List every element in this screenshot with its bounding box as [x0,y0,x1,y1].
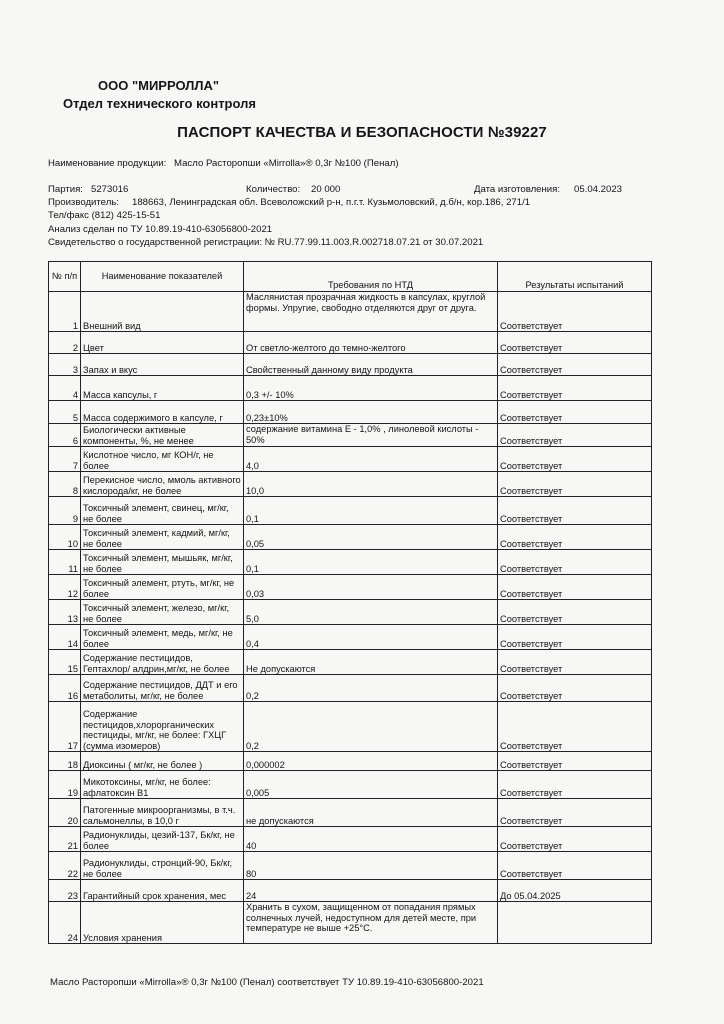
table-row [49,292,652,332]
indicator-name: Кислотное число, мг КОН/г, не более [81,447,244,472]
company-name: ООО "МИРРОЛЛА" [98,78,220,93]
table-row [49,550,652,575]
table-row [49,880,652,902]
specification-table [48,261,652,944]
requirement-value: 0,1 [244,550,498,575]
row-number: 15 [49,650,81,675]
document-title: ПАСПОРТ КАЧЕСТВА И БЕЗОПАСНОСТИ №39227 [177,124,547,141]
department-name: Отдел технического контроля [63,96,256,111]
row-number: 17 [49,702,81,752]
row-number: 3 [49,354,81,376]
table-header-row [49,262,652,292]
requirement-value: От светло-желтого до темно-желтого [244,332,498,354]
row-number: 6 [49,424,81,447]
indicator-name: Перекисное число, ммоль активного кислорода/кг, не более [81,472,244,497]
table-row [49,354,652,376]
requirement-value: 0,4 [244,625,498,650]
requirement-value: 10,0 [244,472,498,497]
table-row [49,472,652,497]
row-number: 2 [49,332,81,354]
indicator-name: Биологически активные компоненты, %, не менее [81,424,244,447]
test-result [498,902,652,944]
table-row [49,525,652,550]
product-label: Наименование продукции: [48,158,167,169]
requirement-value: 0,23±10% [244,401,498,424]
indicator-name: Содержание пестицидов,хлорорганических пестициды, мг/кг, не более: ГХЦГ (сумма изомеров) [81,702,244,752]
row-number: 5 [49,401,81,424]
table-row [49,650,652,675]
test-result: Соответствует [498,752,652,771]
row-number: 19 [49,771,81,799]
analysis-text: Анализ сделан по ТУ 10.89.19-410-63056800-2021 [48,224,273,235]
table-row [49,424,652,447]
requirement-value: 0,3 +/- 10% [244,376,498,401]
batch-label: Партия: [48,184,83,195]
table-body [49,292,652,944]
indicator-name: Содержание пестицидов, Гептахлор/ алдрин,мг/кг, не более [81,650,244,675]
test-result: Соответствует [498,292,652,332]
requirement-value: 0,03 [244,575,498,600]
certificate-text: Свидетельство о государственной регистрации: № RU.77.99.11.003.R.002718.07.21 от 30.07.2021 [48,237,484,248]
indicator-name: Цвет [81,332,244,354]
requirement-value: 0,05 [244,525,498,550]
requirement-value: 0,000002 [244,752,498,771]
test-result: Соответствует [498,472,652,497]
conformity-statement: Масло Расторопши «Mirrolla»® 0,3г №100 (Пенал) соответствует ТУ 10.89.19-410-63056800-2021 [50,977,484,988]
requirement-value: 24 [244,880,498,902]
row-number: 24 [49,902,81,944]
requirement-value: 0,1 [244,497,498,525]
test-result: Соответствует [498,827,652,852]
test-result: Соответствует [498,575,652,600]
requirement-value: Масляниcтая прозрачная жидкость в капсулах, круглой формы. Упругие, свободно отделяются друг от друга. [244,292,498,332]
table-row [49,575,652,600]
header-name: Наименование показателей [81,262,244,292]
batch-value: 5273016 [91,184,129,195]
header-results: Результаты испытаний [498,262,652,292]
row-number: 20 [49,799,81,827]
table-row [49,447,652,472]
manufacture-date-label: Дата изготовления: [474,184,561,195]
test-result: Соответствует [498,525,652,550]
phone-text: Тел/факс (812) 425-15-51 [48,210,161,221]
header-requirements: Требования по НТД [244,262,498,292]
test-result: Соответствует [498,675,652,702]
requirement-value: 0,2 [244,675,498,702]
quantity-label: Количество: [246,184,301,195]
indicator-name: Токсичный элемент, кадмий, мг/кг, не более [81,525,244,550]
requirement-value: 4,0 [244,447,498,472]
table-row [49,376,652,401]
table-row [49,332,652,354]
row-number: 12 [49,575,81,600]
test-result: Соответствует [498,354,652,376]
indicator-name: Токсичный элемент, медь, мг/кг, не более [81,625,244,650]
test-result: Соответствует [498,332,652,354]
row-number: 7 [49,447,81,472]
indicator-name: Токсичный элемент, свинец, мг/кг, не более [81,497,244,525]
table-row [49,752,652,771]
indicator-name: Внешний вид [81,292,244,332]
test-result: Соответствует [498,497,652,525]
table-row [49,600,652,625]
table-row [49,401,652,424]
indicator-name: Токсичный элемент, мышьяк, мг/кг, не более [81,550,244,575]
test-result: Соответствует [498,625,652,650]
test-result: Соответствует [498,852,652,880]
row-number: 21 [49,827,81,852]
table-row [49,497,652,525]
table-row [49,675,652,702]
indicator-name: Токсичный элемент, ртуть, мг/кг, не более [81,575,244,600]
test-result: Соответствует [498,771,652,799]
requirement-value: 0,005 [244,771,498,799]
requirement-value: 80 [244,852,498,880]
table-row [49,625,652,650]
indicator-name: Диоксины ( мг/кг, не более ) [81,752,244,771]
test-result: До 05.04.2025 [498,880,652,902]
indicator-name: Масса содержимого в капсуле, г [81,401,244,424]
indicator-name: Токсичный элемент, железо, мг/кг, не более [81,600,244,625]
table-row [49,702,652,752]
indicator-name: Гарантийный срок хранения, мес [81,880,244,902]
product-value: Масло Расторопши «Mirrolla»® 0,3г №100 (Пенал) [174,158,399,169]
row-number: 4 [49,376,81,401]
indicator-name: Содержание пестицидов, ДДТ и его метаболиты, мг/кг, не более [81,675,244,702]
requirement-value: 5,0 [244,600,498,625]
header-num: № п/п [49,262,81,292]
row-number: 10 [49,525,81,550]
table-row [49,827,652,852]
producer-value: 188663, Ленинградская обл. Всеволожский р-н, п.г.т. Кузьмоловский, д.б/н, кор.186, 271/1 [132,197,531,208]
requirement-value: 0,2 [244,702,498,752]
row-number: 18 [49,752,81,771]
indicator-name: Условия хранения [81,902,244,944]
row-number: 22 [49,852,81,880]
requirement-value: не допускаются [244,799,498,827]
row-number: 16 [49,675,81,702]
row-number: 14 [49,625,81,650]
test-result: Соответствует [498,799,652,827]
indicator-name: Запах и вкус [81,354,244,376]
test-result: Соответствует [498,550,652,575]
requirement-value: Хранить в сухом, защищенном от попадания прямых солнечных лучей, недоступном для детей месте, при температуре не выше +25°С. [244,902,498,944]
quantity-value: 20 000 [311,184,341,195]
row-number: 13 [49,600,81,625]
test-result: Соответствует [498,702,652,752]
row-number: 23 [49,880,81,902]
indicator-name: Масса капсулы, г [81,376,244,401]
indicator-name: Микотоксины, мг/кг, не более: афлатоксин В1 [81,771,244,799]
test-result: Соответствует [498,401,652,424]
test-result: Соответствует [498,376,652,401]
indicator-name: Радионуклиды, стронций-90, Бк/кг, не более [81,852,244,880]
requirement-value: Не допускаются [244,650,498,675]
manufacture-date-value: 05.04.2023 [574,184,623,195]
row-number: 9 [49,497,81,525]
table-row [49,771,652,799]
row-number: 8 [49,472,81,497]
table-row [49,852,652,880]
test-result: Соответствует [498,447,652,472]
test-result: Соответствует [498,650,652,675]
requirement-value: Свойственный данному виду продукта [244,354,498,376]
table-row [49,799,652,827]
test-result: Соответствует [498,600,652,625]
producer-label: Производитель: [48,197,119,208]
requirement-value: 40 [244,827,498,852]
row-number: 1 [49,292,81,332]
row-number: 11 [49,550,81,575]
table-row [49,902,652,944]
test-result: Соответствует [498,424,652,447]
requirement-value: содержание витамина Е - 1,0% , линолевой кислоты - 50% [244,424,498,447]
indicator-name: Патогенные микроорганизмы, в т.ч. сальмонеллы, в 10,0 г [81,799,244,827]
indicator-name: Радионуклиды, цезий-137, Бк/кг, не более [81,827,244,852]
